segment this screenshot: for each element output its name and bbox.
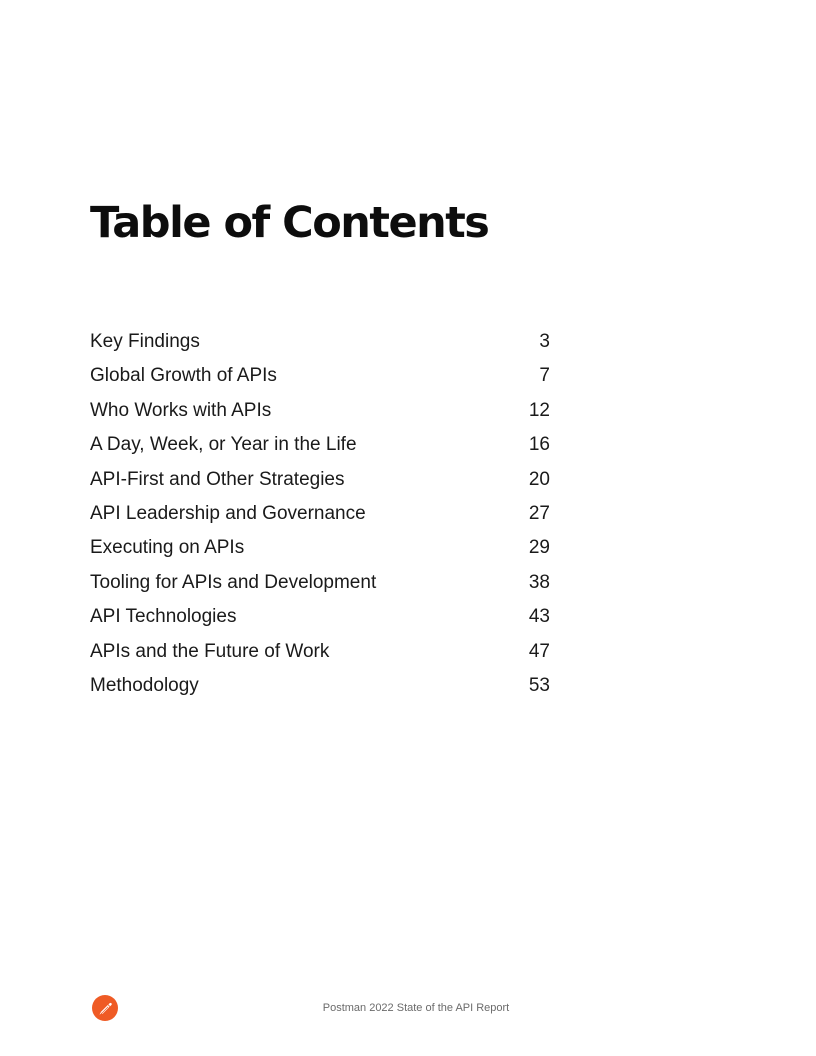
- toc-item-label: Key Findings: [90, 331, 200, 352]
- toc-item-page: 27: [528, 502, 550, 524]
- toc-item-label: Global Growth of APIs: [90, 365, 277, 387]
- toc-item-label: A Day, Week, or Year in the Life: [90, 434, 357, 456]
- toc-item-page: 38: [528, 571, 550, 593]
- toc-item-page: 12: [528, 399, 550, 421]
- toc-item-page: 16: [528, 434, 550, 456]
- table-of-contents: [90, 326, 550, 704]
- toc-item-page: 20: [528, 468, 550, 490]
- toc-item-label: Tooling for APIs and Development: [90, 571, 377, 593]
- toc-item-methodology[interactable]: [90, 670, 550, 704]
- toc-item-day-week-year[interactable]: [90, 429, 550, 463]
- toc-item-executing[interactable]: [90, 532, 550, 566]
- page-title: Table of Contents: [90, 198, 489, 248]
- toc-item-label: Who Works with APIs: [90, 399, 272, 421]
- toc-item-global-growth[interactable]: [90, 360, 550, 394]
- toc-item-api-first[interactable]: [90, 464, 550, 498]
- toc-item-label: APIs and the Future of Work: [90, 640, 330, 662]
- toc-item-future-of-work[interactable]: [90, 636, 550, 670]
- toc-item-label: API Technologies: [90, 606, 237, 628]
- footer-report-title: Postman 2022 State of the API Report: [322, 1002, 510, 1014]
- toc-item-page: 43: [528, 606, 550, 628]
- toc-item-key-findings[interactable]: [90, 326, 550, 360]
- toc-item-page: 47: [528, 640, 550, 662]
- toc-item-label: Methodology: [90, 674, 199, 696]
- toc-item-page: 3: [539, 331, 550, 352]
- toc-item-leadership[interactable]: [90, 498, 550, 532]
- toc-item-page: 7: [539, 365, 550, 387]
- toc-item-technologies[interactable]: [90, 601, 550, 635]
- toc-item-tooling[interactable]: [90, 567, 550, 601]
- toc-item-who-works[interactable]: [90, 395, 550, 429]
- toc-item-page: 53: [528, 674, 550, 696]
- toc-item-label: API Leadership and Governance: [90, 502, 366, 524]
- toc-item-page: 29: [528, 537, 550, 559]
- toc-item-label: API-First and Other Strategies: [90, 468, 345, 490]
- toc-item-label: Executing on APIs: [90, 537, 245, 559]
